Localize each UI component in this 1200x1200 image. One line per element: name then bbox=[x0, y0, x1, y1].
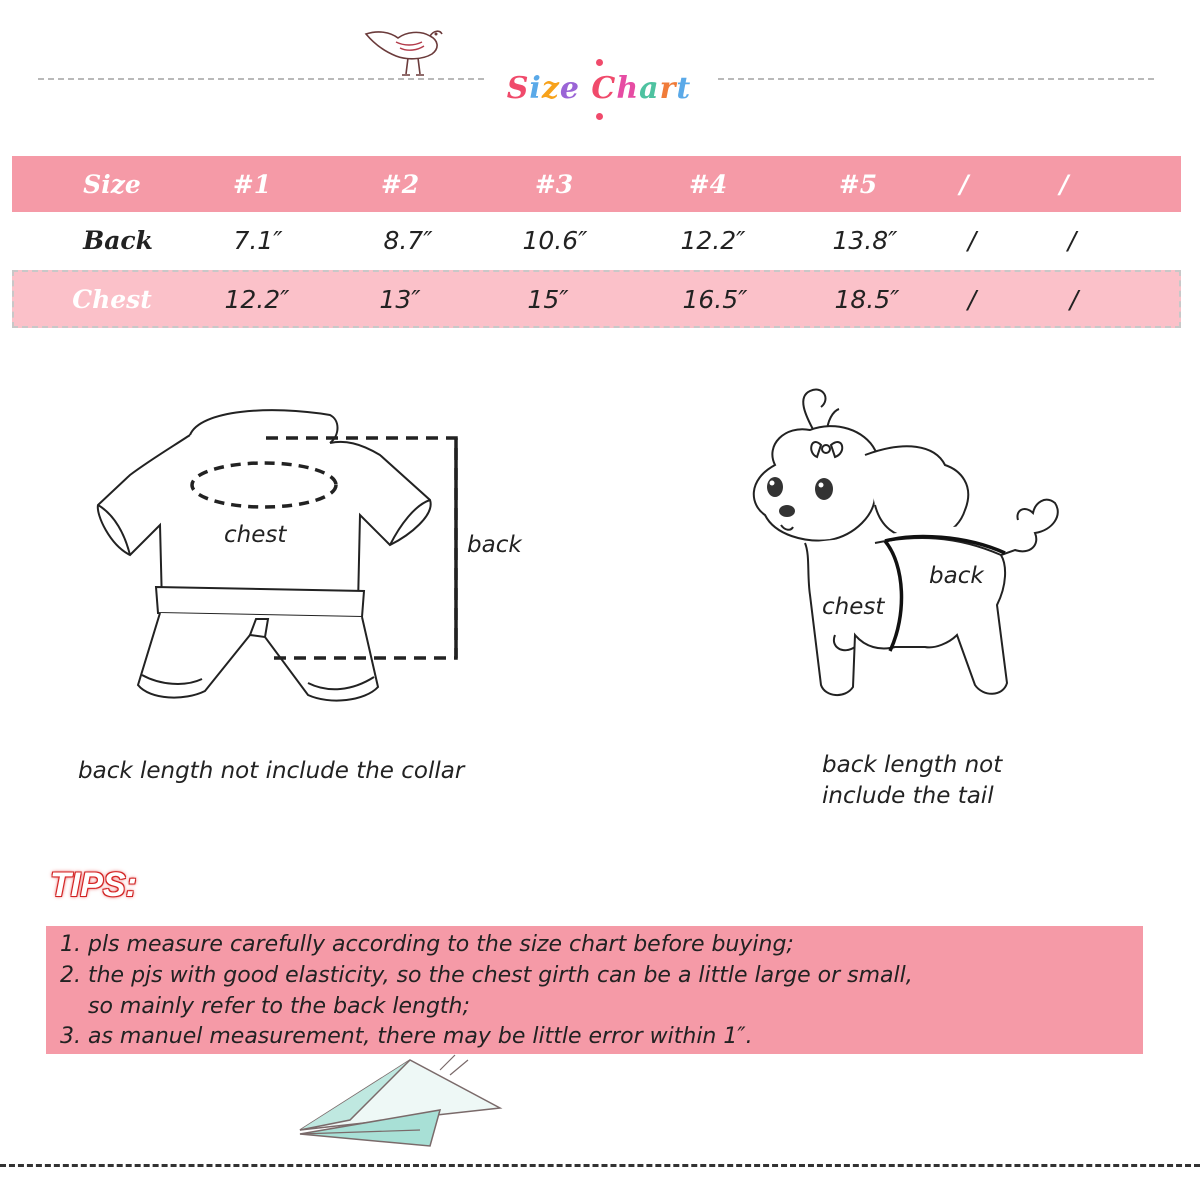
header-size-3: #3 bbox=[534, 169, 574, 199]
tip-line-2: 2. the pjs with good elasticity, so the chest girth can be a little large or small, bbox=[60, 963, 913, 988]
header-size-6: / bbox=[959, 169, 969, 199]
size-table-chest-row bbox=[12, 270, 1181, 328]
back-size-5: 13.8″ bbox=[832, 225, 898, 255]
back-size-7: / bbox=[1067, 225, 1077, 255]
chest-size-2: 13″ bbox=[379, 284, 421, 314]
title-letter: i bbox=[529, 71, 542, 106]
back-size-6: / bbox=[967, 225, 977, 255]
title-dot-right bbox=[596, 113, 603, 120]
title-letter: z bbox=[541, 71, 560, 106]
back-size-1: 7.1″ bbox=[233, 225, 283, 255]
pajama-back-label: back bbox=[467, 532, 522, 558]
header-size-4: #4 bbox=[688, 169, 728, 199]
header-size-5: #5 bbox=[838, 169, 878, 199]
tip-line-1: 1. pls measure carefully according to the size chart before buying; bbox=[60, 932, 794, 957]
pajama-chest-label: chest bbox=[224, 522, 287, 548]
paper-plane-icon bbox=[290, 1050, 510, 1150]
title-letter: t bbox=[676, 71, 692, 106]
pajama-note: back length not include the collar bbox=[78, 758, 465, 784]
tip-line-2-continued: so mainly refer to the back length; bbox=[88, 994, 470, 1019]
title-letter bbox=[580, 71, 591, 106]
title-letter: C bbox=[591, 71, 617, 106]
header-size-7: / bbox=[1059, 169, 1069, 199]
dog-chest-label: chest bbox=[822, 594, 885, 620]
title-text bbox=[507, 71, 692, 106]
size-table-header-row bbox=[12, 156, 1181, 212]
dog-note-line1: back length not bbox=[822, 752, 1003, 778]
chest-size-1: 12.2″ bbox=[224, 284, 290, 314]
size-chart-title bbox=[494, 52, 704, 106]
title-letter: e bbox=[559, 71, 580, 106]
header-size-2: #2 bbox=[380, 169, 420, 199]
chest-size-7: / bbox=[1069, 284, 1079, 314]
dog-illustration bbox=[735, 385, 1085, 720]
chest-row-label: Chest bbox=[72, 284, 152, 314]
back-row-label: Back bbox=[83, 225, 153, 255]
title-letter: h bbox=[616, 71, 640, 106]
bird-icon bbox=[360, 20, 450, 82]
title-dot-left bbox=[596, 59, 603, 66]
chest-size-4: 16.5″ bbox=[682, 284, 748, 314]
tip-line-3: 3. as manuel measurement, there may be little error within 1″. bbox=[60, 1024, 753, 1049]
size-table-back-row bbox=[12, 212, 1181, 268]
dog-back-label: back bbox=[929, 563, 984, 589]
pajama-illustration bbox=[90, 405, 470, 715]
tips-title: TIPS: bbox=[50, 866, 137, 904]
bottom-divider bbox=[0, 1164, 1200, 1167]
title-letter: a bbox=[639, 71, 660, 106]
back-size-4: 12.2″ bbox=[680, 225, 746, 255]
title-letter: S bbox=[506, 71, 530, 106]
dog-note-line2: include the tail bbox=[822, 783, 994, 809]
chest-size-6: / bbox=[967, 284, 977, 314]
tips-box bbox=[46, 926, 1143, 1054]
back-size-3: 10.6″ bbox=[522, 225, 588, 255]
chest-size-3: 15″ bbox=[527, 284, 569, 314]
header-size-label: Size bbox=[83, 169, 141, 199]
title-letter: r bbox=[659, 71, 677, 106]
header-divider-right bbox=[718, 78, 1154, 80]
header-size-1: #1 bbox=[232, 169, 272, 199]
back-size-2: 8.7″ bbox=[383, 225, 433, 255]
chest-size-5: 18.5″ bbox=[834, 284, 900, 314]
